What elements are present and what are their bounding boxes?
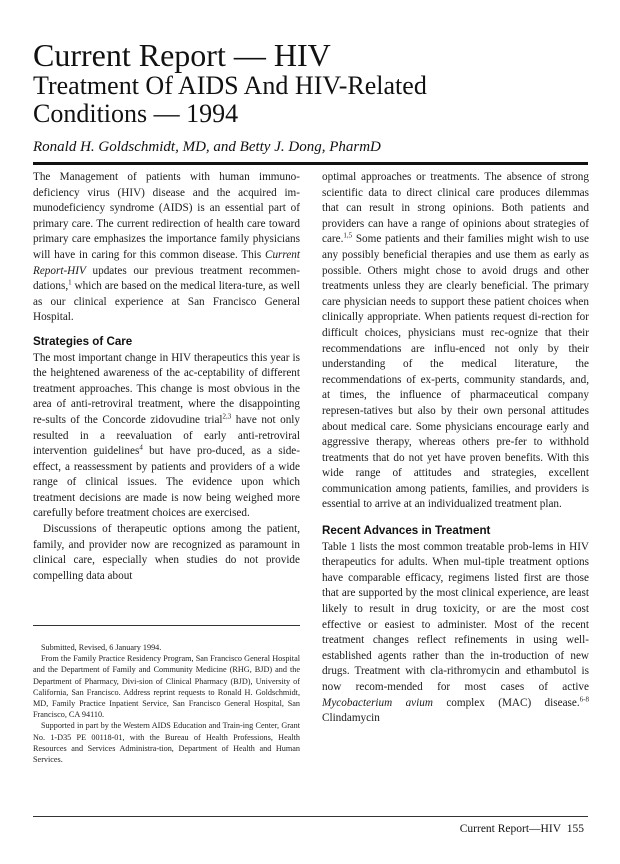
page-number: 155 bbox=[566, 823, 584, 835]
article-title-line-3: Conditions — 1994 bbox=[33, 99, 239, 128]
approaches-paragraph: optimal approaches or treatments. The absence of strong scientific data to direct clinical care produces dilemmas that can result in strong opinions. Both patients and providers can have a range of opinions about strategies of care.$^{1,5}$ Some patients and their families might wish to use any possibly beneficial therapies and use them as early as possible. Others might chose to avoid drugs and other treatments unless they are clearly beneficial. The primary care physician needs to support these patient choices when clinically appropriate. When patients request di-rection for difficult choices, physicians must rec-ognize that their recommendations are influ-enced not only by their understanding of the medical literature, the recommendations of ex-perts, community standards, and, at times, the influence of pharmaceutical company represen-tatives but also by their own personal attitudes about medical care. Some physicians encourage early and aggressive therapy, whereas others pre-fer to withhold treatments that do not yet have proven benefits. With this wide range of attitudes and strategies, excellent communication among patients, families, and providers is essential to arrive at an individualized treatment plan. bbox=[322, 171, 589, 511]
affiliation-note: From the Family Practice Residency Program, San Francisco General Hospital and the Department of Family and Community Medicine (RHG, BJD) and the Department of Pharmacy, Divi-sion of Clinical Pharmacy (BJD), University of California, San Francisco. Address reprint requests to Ronald H. Goldschmidt, MD, Family Practice Inpatient Service, San Francisco General Hospital, San Francisco, CA 94110. bbox=[33, 654, 300, 720]
footer-divider bbox=[33, 816, 588, 817]
section-heading-strategies: Strategies of Care bbox=[33, 334, 133, 348]
article-authors: Ronald H. Goldschmidt, MD, and Betty J. Dong, PharmD bbox=[33, 139, 381, 155]
advances-paragraph: Table 1 lists the most common treatable prob-lems in HIV therapeutics for adults. When mul-tiple treatment options have comparable efficacy, regimens listed first are those that are supported by the most clinical experience, are least likely to result in drug toxicity, or are the most cost effective or easiest to administer. Most of the recent treatment changes reflect refinements in using well-established agents rather than the in-troduction of new drugs. Treatment with cla-rithromycin and ethambutol is now recom-mended for most cases of active Mycobacterium avium complex (MAC) disease.$^{6-8}$ Clindamycin bbox=[322, 540, 589, 725]
report-name-italic: Current Report-HIV bbox=[33, 248, 300, 277]
left-column bbox=[33, 170, 300, 584]
article-title-line-2: Treatment Of AIDS And HIV-Related bbox=[33, 71, 427, 100]
title-divider bbox=[33, 162, 588, 165]
page-footer bbox=[460, 823, 584, 835]
citation: 1 bbox=[68, 278, 72, 287]
article-title-line-1: Current Report — HIV bbox=[33, 37, 331, 73]
discussion-paragraph: Discussions of therapeutic options among the patient, family, and provider now are recognized as paramount in clinical care, especially when studies do not provide compelling data about bbox=[33, 523, 300, 582]
citation: 2,3 bbox=[222, 412, 232, 421]
running-title: Current Report—HIV bbox=[459, 823, 561, 835]
right-column bbox=[322, 170, 589, 727]
organism-name-italic: Mycobacterium avium bbox=[322, 696, 433, 709]
submitted-note: Submitted, Revised, 6 January 1994. bbox=[41, 643, 162, 652]
section-heading-advances: Recent Advances in Treatment bbox=[322, 524, 491, 538]
citation: 4 bbox=[139, 443, 143, 452]
citation: 6-8 bbox=[579, 694, 589, 703]
strategies-paragraph: The most important change in HIV therapeutics this year is the heightened awareness of the ac-ceptability of different treatment approaches. This change is most obvious in the area of anti-retroviral treatment, where the disappointing re-sults of the Concorde zidovudine trial$^{2,3}$ have not only resulted in a reevaluation of early anti-retroviral intervention guidelines$^4$ but have pro-duced, as a side-effect, a reassessment by patients and providers of a wide range of clinical issues. The evidence upon which treatment decisions are made is now being weighed more carefully before treatment choices are exercised. bbox=[33, 351, 300, 520]
article-footnotes bbox=[33, 625, 300, 765]
citation: 1,5 bbox=[343, 231, 353, 240]
intro-paragraph: The Management of patients with human immuno-deficiency virus (HIV) disease and the acquired im-munodeficiency syndrome (AIDS) is an essential part of primary care. The current redirection of health care toward primary care emphasizes the importance family physicians will have in caring for this common disease. This Current Report-HIV updates our previous treatment recommen-dations,$^1$ which are based on the medical litera-ture, as well as our clinical experience at San Francisco General Hospital. bbox=[33, 171, 300, 324]
support-note: Supported in part by the Western AIDS Education and Train-ing Center, Grant No. 1-D35 PE 00118-01, with the Bureau of Health Professions, Health Resources and Services Administra-tion, Department of Health and Human Services. bbox=[33, 721, 300, 765]
